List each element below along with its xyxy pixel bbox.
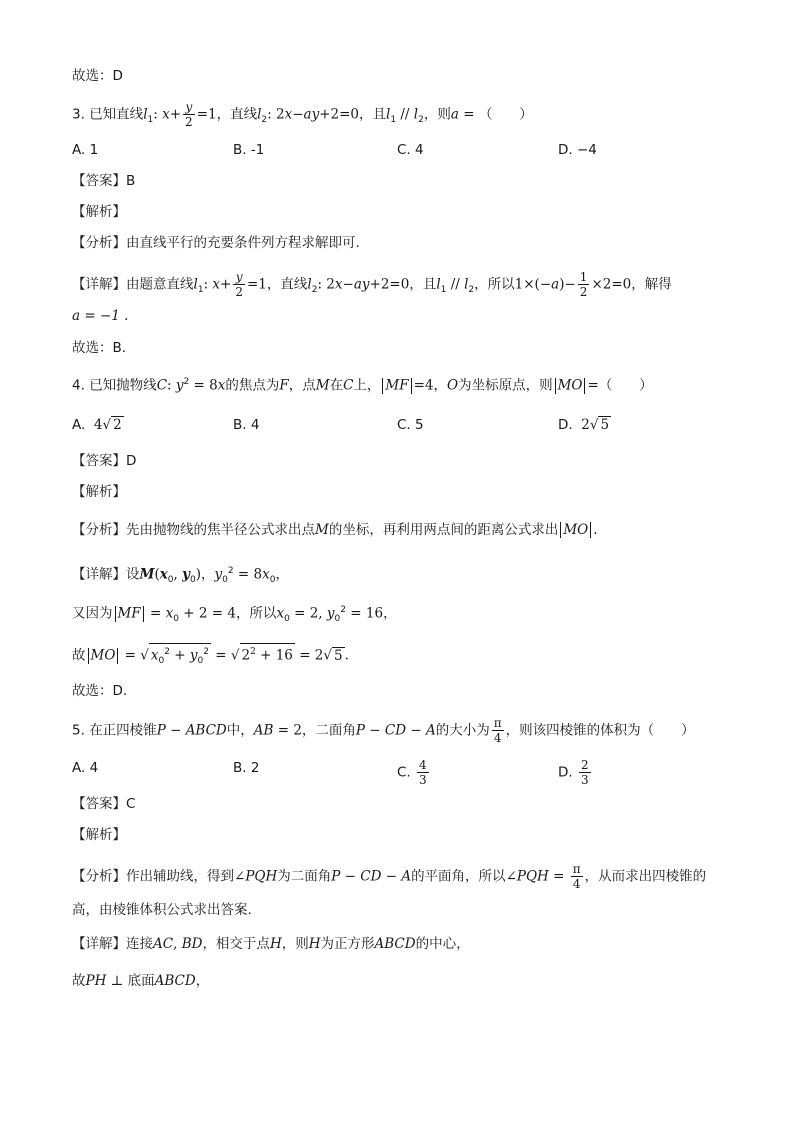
q4-line-3: 故 MO = √ $x_0^2 + y_0^2$ = √ $2^2 + 16 = 2√$ 5 . [72, 643, 349, 669]
q3-fenxi: 【分析】由直线平行的充要条件列方程求解即可. [72, 235, 360, 251]
q3-option-c: C. 4 [397, 142, 424, 158]
q3-conclusion: 故选：B. [72, 340, 127, 356]
q4-option-b: B. 4 [233, 417, 260, 433]
q5-analysis-heading: 【解析】 [72, 827, 126, 843]
q4-answer: 【答案】D [72, 453, 137, 469]
q4-option-a: A. 4√ 2 [72, 417, 122, 433]
q4-option-c: C. 5 [397, 417, 424, 433]
q4-fenxi: 【分析】先由抛物线的焦半径公式求出点M的坐标，再利用两点间的距离公式求出 MO . [72, 522, 598, 538]
question-5-stem: 5. 在正四棱锥P − ABCD中，AB = 2，二面角P − CD − A的大小为 $\frac{\pi}{4}$ ，则该四棱锥的体积为（ ） [72, 716, 695, 745]
q5-option-a: A. 4 [72, 760, 99, 776]
q3-result: a = −1 . [72, 308, 129, 324]
q5-option-c: C. $\frac{4}{3}$ [397, 758, 427, 787]
q4-xiangjie: 【详解】设$M(x_0$, $y_0$)，$y_0^2 = 8x_0$， [72, 566, 289, 586]
q3-xiangjie: 【详解】由题意直线$l_1$: x+ $\frac{y}{2}$ =1，直线$l_2$: 2x−ay+2=0，且$l_1 // l_2$，所以1×(−a)− $\frac{1}{2}$ ×2=0，解得 [72, 270, 672, 299]
q5-answer: 【答案】C [72, 796, 136, 812]
q3-option-d: D. −4 [558, 142, 597, 158]
q4-conclusion: 故选：D. [72, 683, 128, 699]
q3-answer: 【答案】B [72, 173, 136, 189]
q4-line-2: 又因为 MF = $x_0 + 2 = 4$，所以$x_0 = 2$, $y_0^2 = 16$， [72, 605, 397, 625]
q4-analysis-heading: 【解析】 [72, 484, 126, 500]
q3-option-b: B. -1 [233, 142, 265, 158]
q5-fenxi: 【分析】作出辅助线，得到∠PQH为二面角P − CD − A的平面角，所以∠PQH = $\frac{\pi}{4}$ ，从而求出四棱锥的 [72, 862, 707, 891]
question-4-stem: 4. 已知抛物线C: $y^2 = 8x$的焦点为F，点M在C上， MF =4，O为坐标原点，则 MO =（ ） [72, 377, 653, 394]
q5-xiangjie: 【详解】连接AC, BD，相交于点H，则H为正方形ABCD的中心， [72, 936, 470, 952]
q5-option-d: D. $\frac{2}{3}$ [558, 758, 589, 787]
q4-option-d: D. 2√ 5 [558, 417, 610, 433]
question-3-stem: 3. 已知直线$l_1$: x+ $\frac{y}{2}$ =1，直线$l_2$: 2x−ay+2=0，且$l_1 // l_2$，则a = （ ） [72, 100, 533, 129]
q5-fenxi-cont: 高，由棱锥体积公式求出答案. [72, 902, 252, 918]
q5-option-b: B. 2 [233, 760, 260, 776]
prev-answer-line: 故选：D [72, 68, 123, 84]
q3-analysis-heading: 【解析】 [72, 204, 126, 220]
q3-option-a: A. 1 [72, 142, 99, 158]
q5-last-line: 故PH ⊥ 底面ABCD， [72, 973, 210, 989]
